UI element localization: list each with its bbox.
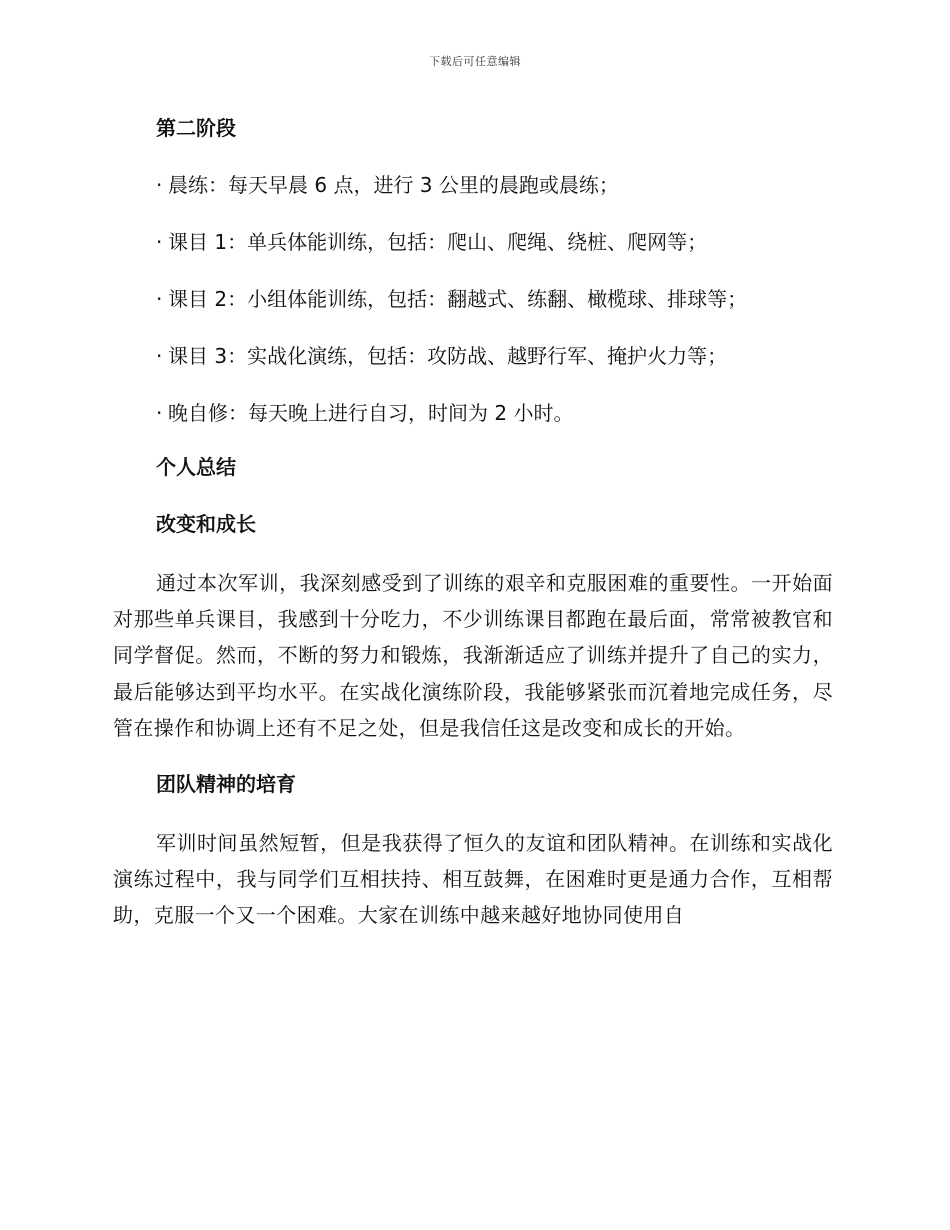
bullet-dot-icon: · <box>156 230 163 254</box>
growth-paragraph: 通过本次军训，我深刻感受到了训练的艰辛和克服困难的重要性。一开始面对那些单兵课目，我感到十分吃力，不少训练课目都跑在最后面，常常被教官和同学督促。然而，不断的努力和锻炼，我渐渐适应了训练并提升了自己的实力，最后能够达到平均水平。在实战化演练阶段，我能够紧张而沉着地完成任务，尽管在操作和协调上还有不足之处，但是我信任这是改变和成长的开始。 <box>113 571 833 740</box>
list-item <box>156 397 833 429</box>
document-body <box>113 112 833 956</box>
list-item-text: 晨练：每天早晨 6 点，进行 3 公里的晨跑或晨练； <box>168 173 619 197</box>
section-heading-summary: 个人总结 <box>156 455 236 479</box>
list-item-text: 课目 2：小组体能训练，包括：翻越式、练翻、橄榄球、排球等； <box>168 287 748 311</box>
bullet-dot-icon: · <box>156 401 163 425</box>
section-heading-growth: 改变和成长 <box>156 512 256 536</box>
list-item-text: 晚自修：每天晚上进行自习，时间为 2 小时。 <box>168 401 574 425</box>
list-item <box>156 340 833 372</box>
page-header-watermark: 下载后可任意编辑 <box>429 55 521 68</box>
bullet-dot-icon: · <box>156 287 163 311</box>
bullet-dot-icon: · <box>156 173 163 197</box>
bullet-dot-icon: · <box>156 344 163 368</box>
section-heading-team: 团队精神的培育 <box>156 772 296 797</box>
list-item-text: 课目 3：实战化演练，包括：攻防战、越野行军、掩护火力等； <box>168 344 728 368</box>
section-heading-stage2: 第二阶段 <box>156 116 236 140</box>
list-item <box>156 226 833 258</box>
list-item <box>156 169 833 201</box>
stage2-list <box>156 169 833 429</box>
list-item-text: 课目 1：单兵体能训练，包括：爬山、爬绳、绕桩、爬网等； <box>168 230 708 254</box>
team-paragraph: 军训时间虽然短暂，但是我获得了恒久的友谊和团队精神。在训练和实战化演练过程中，我与同学们互相扶持、相互鼓舞，在困难时更是通力合作，互相帮助，克服一个又一个困难。大家在训练中越来越好地协同使用自 <box>113 831 833 928</box>
list-item <box>156 283 833 315</box>
